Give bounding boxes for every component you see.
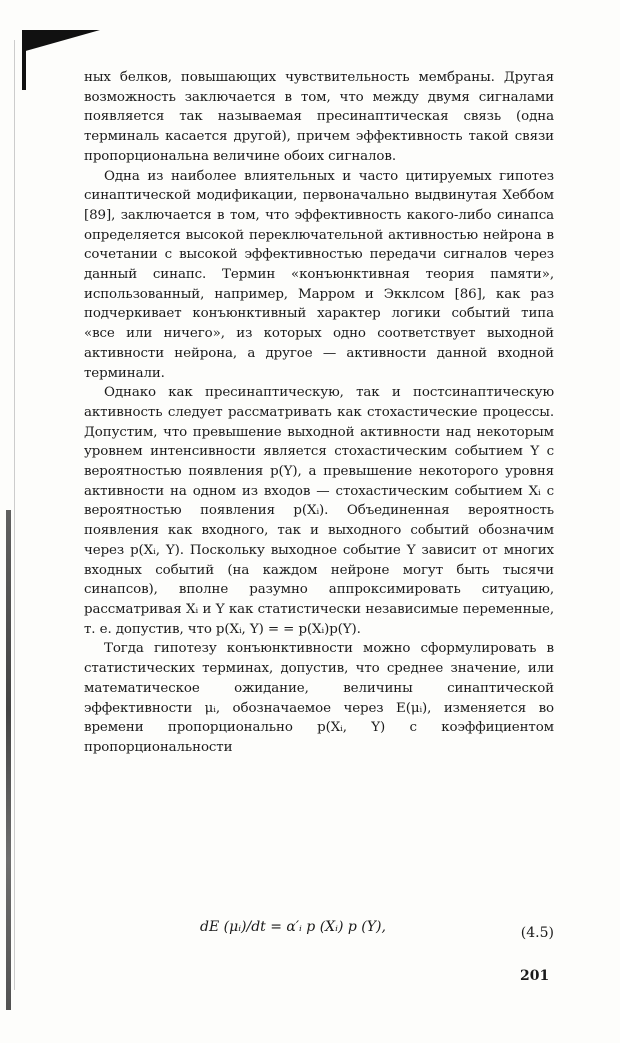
equation-expression: dE (μᵢ)/dt = α′ᵢ p (Xᵢ) p (Y), (200, 919, 386, 935)
equation (200, 913, 554, 953)
page-number: 201 (520, 968, 550, 984)
page-edge-line (14, 40, 15, 990)
body-text (84, 68, 554, 758)
paragraph-4: Тогда гипотезу конъюнктивности можно сформулировать в статистических терминах, допустив, что среднее значение, или математическое ожидание, величины синаптической эффективности μᵢ, обозначаемое через E(μᵢ), изменяется во времени пропорционально p(Xᵢ, Y) с коэффициентом пропорциональности (84, 641, 554, 755)
paragraph-3: Однако как пресинаптическую, так и постсинаптическую активность следует рассматривать как стохастические процессы. Допустим, что превышение выходной активности над некоторым уровнем интенсивности является стохастическим событием Y с вероятностью появления p(Y), а превышение некоторого уровня активности на одном из входов — стохастическим событием Xᵢ с вероятностью появления p(Xᵢ). Объединенная вероятность появления как входного, так и выходного событий обозначим через p(Xᵢ, Y). Поскольку выходное событие Y зависит от многих входных событий (на каждом нейроне могут быть тысячи синапсов), вполне разумно аппроксимировать ситуацию, рассматривая Xᵢ и Y как статистически независимые переменные, т. е. допустив, что p(Xᵢ, Y) = = p(Xᵢ)p(Y). (84, 385, 554, 637)
paragraph-2: Одна из наиболее влиятельных и часто цитируемых гипотез синаптической модификации, первоначально выдвинутая Хеббом [89], заключается в том, что эффективность какого-либо синапса определяется высокой переключательной активностью нейрона в сочетании с высокой эффективностью передачи сигналов через данный синапс. Термин «конъюнктивная теория памяти», использованный, например, Марром и Экклсом [86], как раз подчеркивает конъюнктивный характер логики событий типа «все или ничего», из которых одно соответствует выходной активности нейрона, а другое — активности данной входной терминали. (84, 168, 554, 381)
page-edge-shadow (6, 510, 11, 1010)
paragraph-1: ных белков, повышающих чувствительность мембраны. Другая возможность заключается в том, что между двумя сигналами появляется так называемая пресинаптическая связь (одна терминаль касается другой), причем эффективность такой связи пропорциональна величине обоих сигналов. (84, 70, 554, 164)
corner-mark-stem (22, 30, 26, 90)
corner-mark (22, 30, 100, 52)
equation-number: (4.5) (520, 925, 554, 941)
